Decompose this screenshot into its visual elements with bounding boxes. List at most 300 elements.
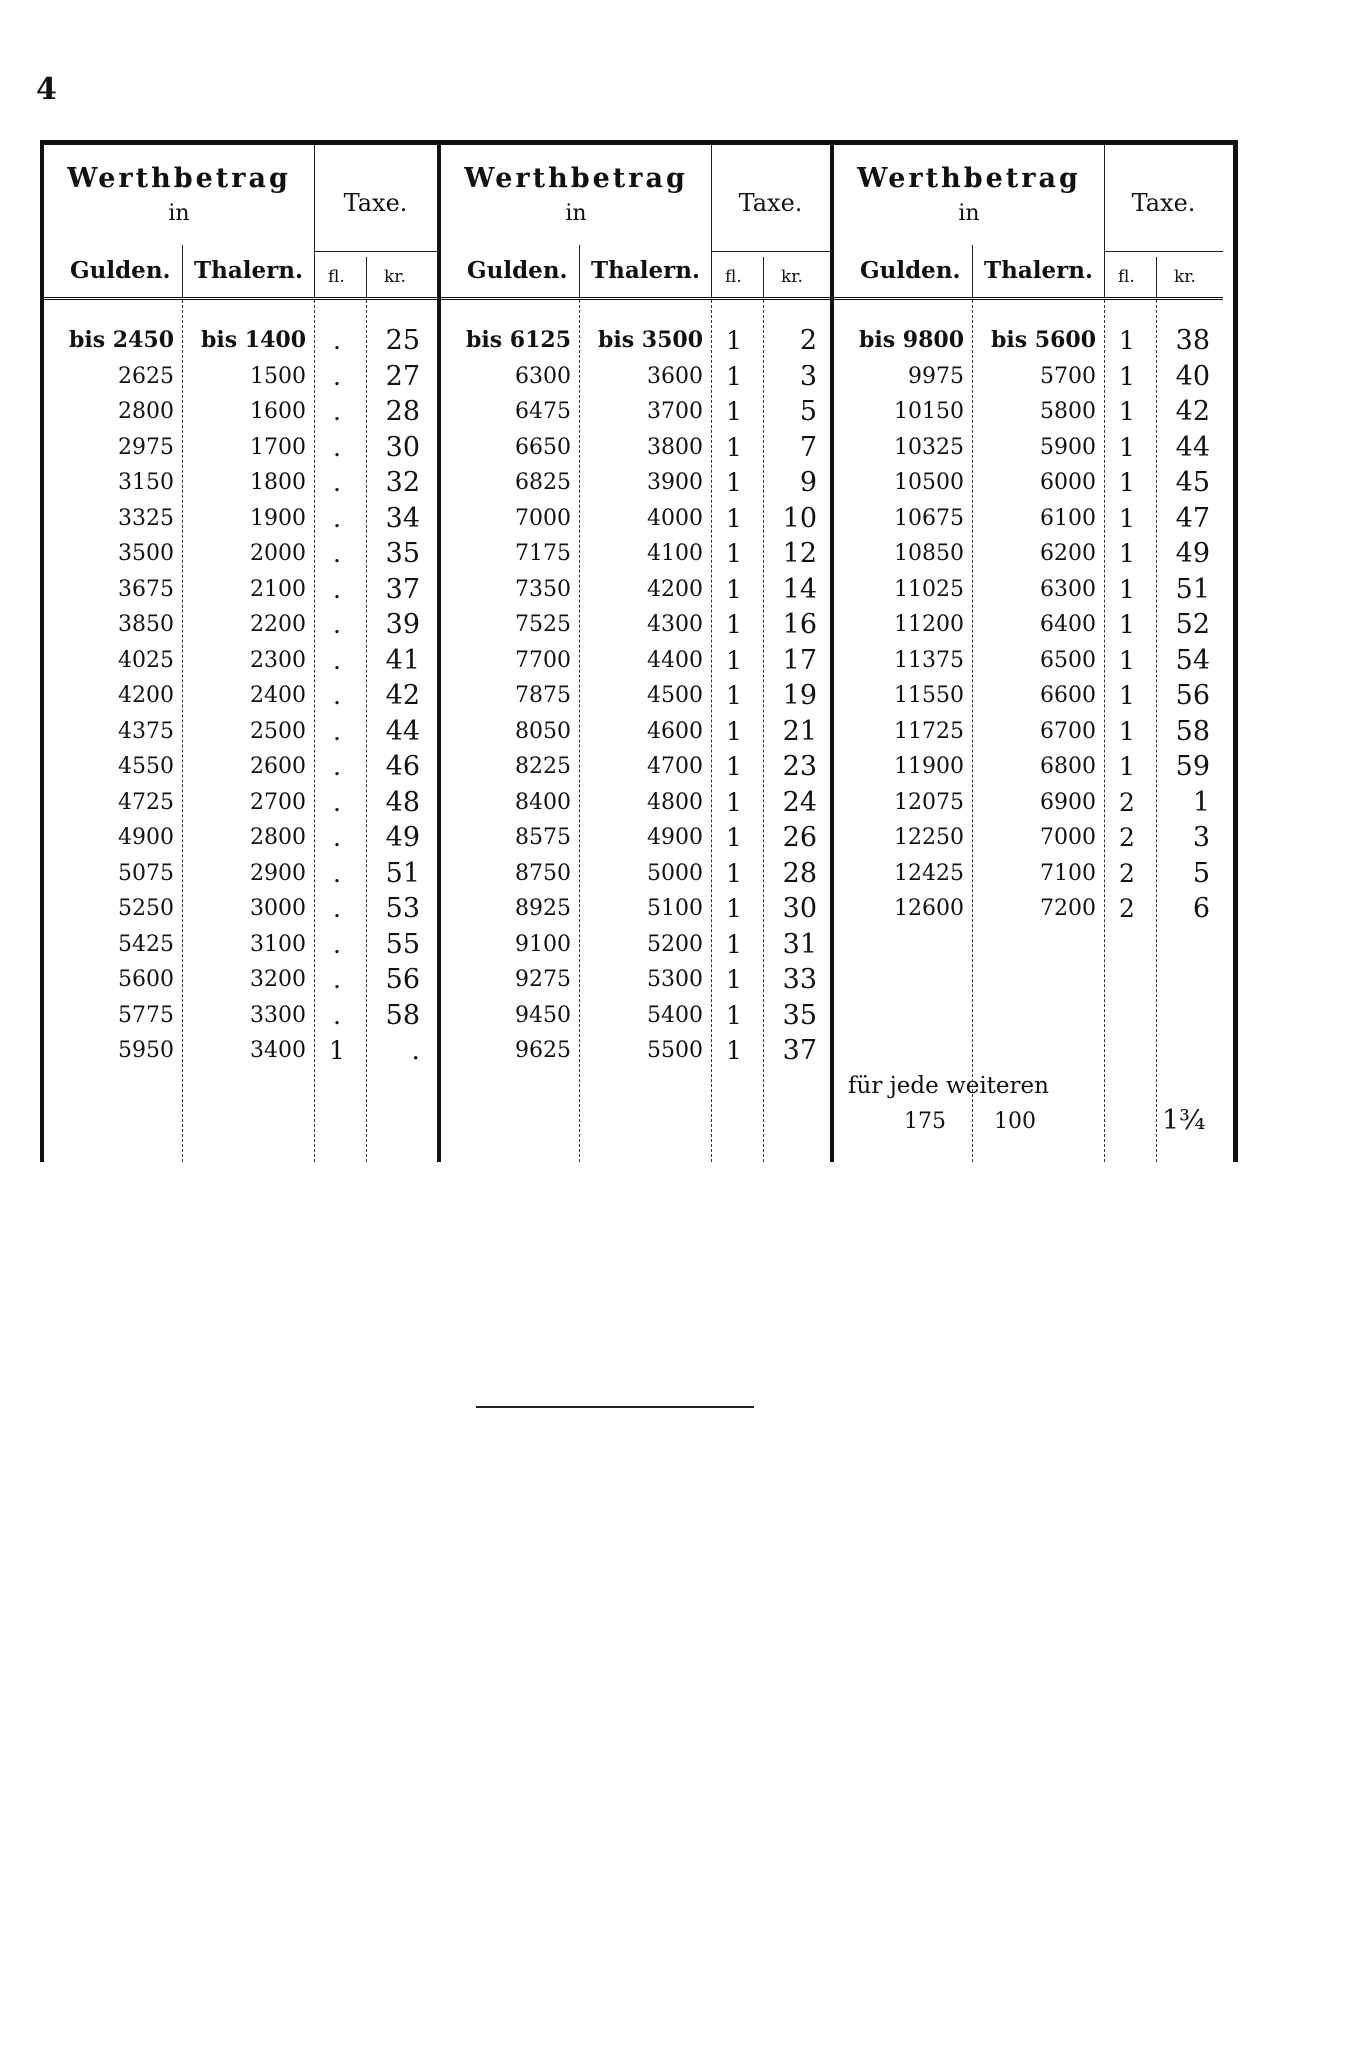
gulden-value: 11725 (894, 718, 964, 744)
thaler-value: 6900 (1040, 789, 1096, 815)
fee-kreuzer: 56 (385, 964, 420, 995)
thaler-value: 3600 (647, 363, 703, 389)
header-divider (1156, 257, 1157, 297)
gulden-value: 5950 (118, 1038, 174, 1063)
thaler-value: 7000 (1040, 825, 1096, 850)
fee-kreuzer: 44 (385, 715, 420, 747)
table-row (44, 891, 437, 927)
fee-gulden: 1 (1119, 574, 1135, 604)
fee-kreuzer: 58 (1175, 715, 1210, 747)
fee-gulden: . (333, 397, 341, 426)
fee-gulden: 1 (726, 361, 742, 391)
gulden-value: 9975 (908, 363, 964, 389)
fee-kreuzer: 45 (1175, 467, 1210, 498)
block-header (834, 145, 1223, 300)
header-divider (314, 145, 315, 297)
thaler-value: 4400 (647, 647, 703, 673)
block-header (44, 145, 437, 300)
header-divider (579, 245, 580, 297)
thaler-value: 5700 (1040, 363, 1096, 389)
thaler-value: 1500 (250, 363, 306, 389)
table-row (441, 323, 830, 359)
fee-kreuzer: 2 (799, 325, 817, 356)
fee-gulden: . (333, 681, 341, 710)
table-row (441, 572, 830, 608)
thaler-value: 4600 (647, 718, 703, 744)
table-row (834, 678, 1223, 714)
fee-kreuzer: 27 (385, 360, 420, 392)
thalern-column-header: Thalern. (984, 257, 1093, 284)
thaler-value: 7200 (1040, 896, 1096, 921)
table-row (441, 536, 830, 572)
thaler-value: 3000 (250, 896, 306, 921)
fee-kreuzer: 6 (1192, 893, 1210, 924)
thalern-column-header: Thalern. (591, 257, 700, 284)
table-row (441, 430, 830, 466)
gulden-value: 5600 (118, 967, 174, 992)
header-rule (1104, 251, 1223, 252)
thaler-value: 3400 (250, 1038, 306, 1063)
fee-kreuzer: 37 (782, 1035, 817, 1066)
fee-gulden: . (333, 326, 341, 355)
table-row (44, 962, 437, 998)
fee-kreuzer: 5 (1192, 857, 1210, 889)
thaler-value: 4200 (647, 576, 703, 602)
gulden-value: 6300 (515, 363, 571, 389)
gulden-value: 8750 (515, 860, 571, 886)
gulden-value: 4550 (118, 754, 174, 779)
table-row (834, 891, 1223, 927)
fee-gulden: 2 (1119, 858, 1135, 888)
gulden-column-header: Gulden. (467, 257, 568, 284)
fee-gulden: . (333, 929, 341, 959)
thaler-value: 1700 (250, 434, 306, 460)
thaler-value: 2600 (250, 754, 306, 779)
fee-gulden: 1 (726, 326, 742, 355)
fee-kreuzer: 30 (782, 893, 817, 924)
table-row (44, 572, 437, 608)
thaler-value: 3300 (250, 1002, 306, 1028)
fee-kreuzer: 30 (385, 431, 420, 463)
gulden-value: 8925 (515, 896, 571, 921)
gulden-value: 9275 (515, 967, 571, 992)
fee-gulden: 1 (726, 432, 742, 462)
fee-kreuzer: 58 (385, 999, 420, 1031)
gulden-value: 5425 (118, 931, 174, 957)
fee-kreuzer: 14 (782, 573, 817, 605)
fee-gulden: . (333, 361, 341, 391)
table-row (834, 785, 1223, 821)
extra-gulden-value: 175 (904, 1109, 946, 1134)
gulden-value: 10325 (894, 434, 964, 460)
table-row (44, 785, 437, 821)
thaler-value: 1800 (250, 470, 306, 495)
gulden-value: 10500 (894, 470, 964, 495)
fee-gulden: 1 (726, 929, 742, 959)
table-body (441, 323, 830, 1069)
additional-note: für jede weiteren (848, 1073, 1049, 1099)
thaler-value: 5000 (647, 860, 703, 886)
fee-gulden: 2 (1119, 894, 1135, 923)
gulden-value: 4200 (118, 683, 174, 708)
thaler-value: 6100 (1040, 505, 1096, 531)
fee-gulden: 1 (1119, 681, 1135, 710)
gulden-value: 5075 (118, 860, 174, 886)
table-row (44, 820, 437, 856)
gulden-value: 3150 (118, 470, 174, 495)
thaler-value: 5900 (1040, 434, 1096, 460)
fee-kreuzer: 33 (782, 964, 817, 995)
fee-gulden: 1 (726, 397, 742, 426)
table-row (44, 856, 437, 892)
fee-kreuzer: . (411, 1035, 420, 1066)
thaler-value: 5400 (647, 1002, 703, 1028)
thaler-value: 6000 (1040, 470, 1096, 495)
table-row (834, 749, 1223, 785)
extra-fee-kreuzer: 1¾ (1162, 1105, 1206, 1136)
fee-kreuzer: 51 (385, 857, 420, 889)
table-row (834, 572, 1223, 608)
fee-gulden: . (333, 823, 341, 852)
thaler-value: 4300 (647, 612, 703, 637)
gulden-value: 3850 (118, 612, 174, 637)
fee-kreuzer: 23 (782, 751, 817, 782)
gulden-value: 11375 (894, 647, 964, 673)
table-row (441, 394, 830, 430)
table-row (834, 323, 1223, 359)
header-divider (1104, 145, 1105, 297)
thaler-value: 4900 (647, 825, 703, 850)
table-row (441, 501, 830, 537)
thaler-value: 1600 (250, 399, 306, 424)
fee-kreuzer: 1 (1192, 786, 1210, 818)
table-row (44, 394, 437, 430)
fee-gulden: 1 (329, 1036, 345, 1065)
thalern-column-header: Thalern. (194, 257, 303, 284)
fee-kreuzer: 5 (799, 396, 817, 427)
table-row (834, 607, 1223, 643)
fee-kreuzer: 31 (782, 928, 817, 960)
header-divider (711, 145, 712, 297)
fee-kreuzer: 17 (782, 644, 817, 676)
table-row (834, 394, 1223, 430)
fee-kreuzer: 49 (1175, 538, 1210, 569)
gulden-value: 5250 (118, 896, 174, 921)
header-divider (182, 245, 183, 297)
block-header (441, 145, 830, 300)
gulden-value: 2975 (118, 434, 174, 460)
fee-gulden: 1 (1119, 468, 1135, 497)
fee-kreuzer: 12 (782, 538, 817, 569)
thaler-value: 3100 (250, 931, 306, 957)
kr-column-header: kr. (384, 267, 406, 287)
gulden-value: 4725 (118, 789, 174, 815)
fee-kreuzer: 16 (782, 609, 817, 640)
gulden-value: 6650 (515, 434, 571, 460)
thaler-value: 2000 (250, 541, 306, 566)
fee-kreuzer: 49 (385, 822, 420, 853)
thaler-value: 2700 (250, 789, 306, 815)
thaler-value: 5300 (647, 967, 703, 992)
table-row (441, 1033, 830, 1069)
fee-kreuzer: 42 (385, 680, 420, 711)
fee-gulden: 2 (1119, 787, 1135, 817)
fee-kreuzer: 44 (1175, 431, 1210, 463)
fee-gulden: 1 (726, 787, 742, 817)
fee-kreuzer: 40 (1175, 360, 1210, 392)
gulden-value: 2625 (118, 363, 174, 389)
thaler-value: 3200 (250, 967, 306, 992)
thaler-value: 6200 (1040, 541, 1096, 566)
table-row (44, 465, 437, 501)
gulden-value: 7525 (515, 612, 571, 637)
thaler-value: 4800 (647, 789, 703, 815)
thaler-value: 6300 (1040, 576, 1096, 602)
extra-thaler-value: 100 (994, 1109, 1036, 1134)
gulden-value: 11550 (894, 683, 964, 708)
fee-kreuzer: 48 (385, 786, 420, 818)
gulden-value: bis 2450 (68, 327, 174, 353)
fee-gulden: 1 (726, 539, 742, 568)
thaler-value: 2200 (250, 612, 306, 637)
gulden-value: 8225 (515, 754, 571, 779)
gulden-value: 4375 (118, 718, 174, 744)
table-block-2 (437, 145, 830, 1162)
fee-kreuzer: 51 (1175, 573, 1210, 605)
table-row (44, 430, 437, 466)
gulden-value: 3500 (118, 541, 174, 566)
table-row (834, 430, 1223, 466)
table-row (441, 678, 830, 714)
thaler-value: 2100 (250, 576, 306, 602)
taxe-heading: Taxe. (738, 189, 803, 217)
thaler-value: 4000 (647, 505, 703, 531)
fee-gulden: 1 (726, 894, 742, 923)
fee-gulden: . (333, 503, 341, 533)
header-divider (763, 257, 764, 297)
in-label: in (565, 201, 587, 226)
gulden-value: 8400 (515, 789, 571, 815)
table-row (44, 678, 437, 714)
thaler-value: 2300 (250, 647, 306, 673)
fee-kreuzer: 42 (1175, 396, 1210, 427)
fee-gulden: 1 (1119, 326, 1135, 355)
fee-kreuzer: 52 (1175, 609, 1210, 640)
fee-kreuzer: 19 (782, 680, 817, 711)
table-row (441, 856, 830, 892)
fee-kreuzer: 34 (385, 502, 420, 534)
tariff-table (40, 140, 1238, 1162)
table-row (44, 501, 437, 537)
gulden-value: 10850 (894, 541, 964, 566)
gulden-value: 10150 (894, 399, 964, 424)
fee-kreuzer: 21 (782, 715, 817, 747)
thaler-value: 4500 (647, 683, 703, 708)
table-row (834, 856, 1223, 892)
gulden-value: 2800 (118, 399, 174, 424)
table-blocks (44, 145, 1233, 1162)
thaler-value: 2400 (250, 683, 306, 708)
thaler-value: 3700 (647, 399, 703, 424)
table-row (441, 927, 830, 963)
table-row (44, 1033, 437, 1069)
table-row (834, 359, 1223, 395)
thaler-value: 4700 (647, 754, 703, 779)
thaler-value: 6600 (1040, 683, 1096, 708)
fee-gulden: . (333, 539, 341, 568)
table-row (834, 501, 1223, 537)
thaler-value: 3800 (647, 434, 703, 460)
fee-gulden: 1 (1119, 716, 1135, 746)
werthbetrag-heading: Werthbetrag (67, 163, 291, 194)
fee-kreuzer: 9 (799, 467, 817, 498)
table-row (834, 820, 1223, 856)
table-row (441, 359, 830, 395)
fee-gulden: 1 (726, 1000, 742, 1030)
page-number: 4 (36, 72, 57, 107)
table-body (44, 323, 437, 1069)
gulden-value: 12075 (894, 789, 964, 815)
fee-kreuzer: 28 (782, 857, 817, 889)
fee-gulden: 1 (726, 503, 742, 533)
fee-gulden: . (333, 610, 341, 639)
thaler-value: 6500 (1040, 647, 1096, 673)
fee-kreuzer: 3 (799, 360, 817, 392)
fee-kreuzer: 3 (1192, 822, 1210, 853)
gulden-value: 7000 (515, 505, 571, 531)
fee-kreuzer: 35 (385, 538, 420, 569)
fee-gulden: . (333, 1000, 341, 1030)
fee-gulden: . (333, 716, 341, 746)
thaler-value: 2900 (250, 860, 306, 886)
thaler-value: 4100 (647, 541, 703, 566)
fee-gulden: 1 (1119, 503, 1135, 533)
table-row (44, 927, 437, 963)
table-row (44, 714, 437, 750)
fee-gulden: 1 (1119, 752, 1135, 781)
fee-kreuzer: 55 (385, 928, 420, 960)
fl-column-header: fl. (328, 267, 345, 287)
in-label: in (958, 201, 980, 226)
gulden-value: 9450 (515, 1002, 571, 1028)
table-row (834, 643, 1223, 679)
table-row (44, 536, 437, 572)
table-row (44, 643, 437, 679)
thaler-value: bis 3500 (597, 327, 703, 353)
fee-gulden: . (333, 858, 341, 888)
fee-gulden: . (333, 574, 341, 604)
gulden-value: 8575 (515, 825, 571, 850)
table-row (441, 607, 830, 643)
fee-kreuzer: 28 (385, 396, 420, 427)
fee-kreuzer: 39 (385, 609, 420, 640)
table-block-3 (830, 145, 1223, 1162)
fee-gulden: 1 (1119, 361, 1135, 391)
fee-gulden: 1 (726, 716, 742, 746)
fee-gulden: 1 (726, 752, 742, 781)
fee-kreuzer: 7 (799, 431, 817, 463)
table-row (441, 962, 830, 998)
thaler-value: 6400 (1040, 612, 1096, 637)
table-row (44, 607, 437, 643)
table-row (834, 536, 1223, 572)
gulden-value: 9625 (515, 1038, 571, 1063)
gulden-value: 5775 (118, 1002, 174, 1028)
fee-gulden: 1 (726, 823, 742, 852)
fee-gulden: 1 (726, 965, 742, 994)
fee-gulden: 1 (726, 610, 742, 639)
fee-gulden: . (333, 645, 341, 675)
thaler-value: bis 5600 (990, 327, 1096, 353)
gulden-value: 3675 (118, 576, 174, 602)
fee-kreuzer: 54 (1175, 644, 1210, 676)
thaler-value: 2500 (250, 718, 306, 744)
fee-kreuzer: 53 (385, 893, 420, 924)
fee-gulden: 1 (1119, 610, 1135, 639)
fee-gulden: 1 (1119, 645, 1135, 675)
fee-gulden: 1 (726, 468, 742, 497)
kr-column-header: kr. (781, 267, 803, 287)
fee-kreuzer: 35 (782, 999, 817, 1031)
table-block-1 (44, 145, 437, 1162)
thaler-value: 5100 (647, 896, 703, 921)
thaler-value: bis 1400 (200, 327, 306, 353)
fl-column-header: fl. (1118, 267, 1135, 287)
table-row (441, 785, 830, 821)
table-row (441, 820, 830, 856)
fee-kreuzer: 56 (1175, 680, 1210, 711)
table-row (441, 998, 830, 1034)
fee-kreuzer: 59 (1175, 751, 1210, 782)
taxe-heading: Taxe. (1131, 189, 1196, 217)
gulden-value: 7350 (515, 576, 571, 602)
fee-kreuzer: 25 (385, 325, 420, 356)
fee-kreuzer: 24 (782, 786, 817, 818)
kr-column-header: kr. (1174, 267, 1196, 287)
fee-gulden: . (333, 752, 341, 781)
gulden-value: bis 9800 (858, 327, 964, 353)
table-row (441, 714, 830, 750)
fee-gulden: . (333, 787, 341, 817)
fee-kreuzer: 46 (385, 751, 420, 782)
fee-gulden: 1 (726, 574, 742, 604)
gulden-value: 10675 (894, 505, 964, 531)
table-row (834, 465, 1223, 501)
gulden-value: 12600 (894, 896, 964, 921)
table-row (44, 749, 437, 785)
fee-gulden: 1 (726, 1036, 742, 1065)
thaler-value: 7100 (1040, 860, 1096, 886)
fee-gulden: . (333, 894, 341, 923)
fee-kreuzer: 26 (782, 822, 817, 853)
gulden-value: 6475 (515, 399, 571, 424)
werthbetrag-heading: Werthbetrag (464, 163, 688, 194)
fee-gulden: . (333, 965, 341, 994)
werthbetrag-heading: Werthbetrag (857, 163, 1081, 194)
gulden-column-header: Gulden. (860, 257, 961, 284)
fee-gulden: 1 (726, 681, 742, 710)
fee-gulden: . (333, 468, 341, 497)
table-row (441, 643, 830, 679)
fee-gulden: . (333, 432, 341, 462)
thaler-value: 6700 (1040, 718, 1096, 744)
gulden-value: 6825 (515, 470, 571, 495)
thaler-value: 2800 (250, 825, 306, 850)
taxe-heading: Taxe. (343, 189, 408, 217)
header-rule (314, 251, 437, 252)
fl-column-header: fl. (725, 267, 742, 287)
header-rule (711, 251, 830, 252)
